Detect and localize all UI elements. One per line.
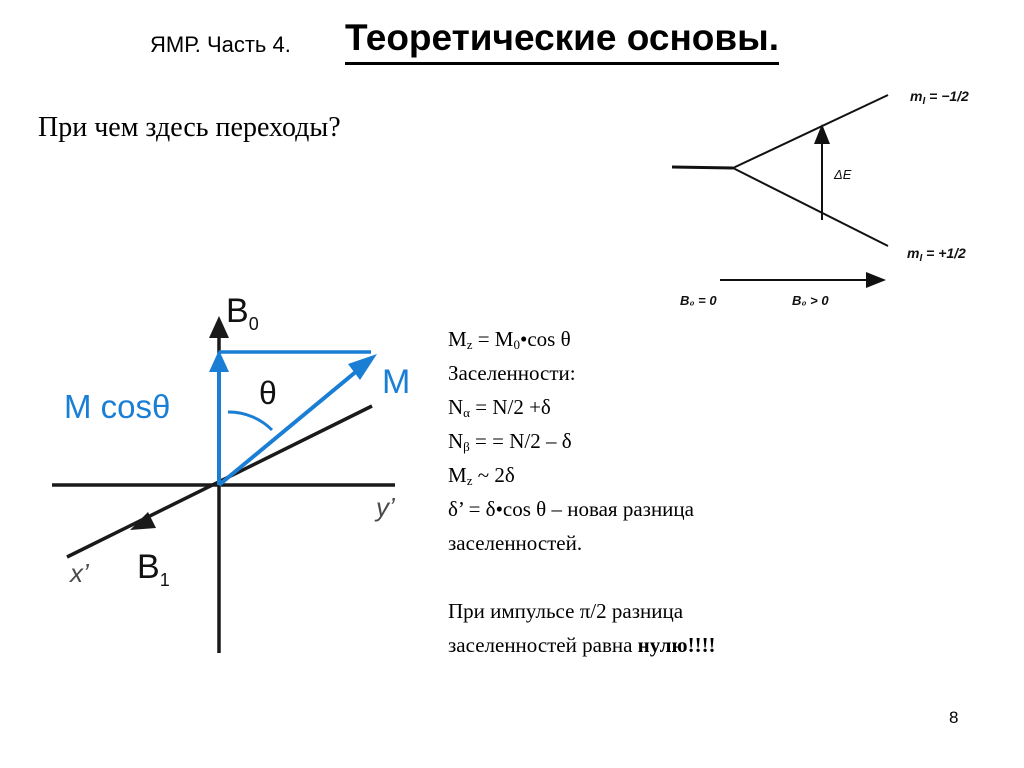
field-zero-label: B₀ = 0 xyxy=(680,293,717,308)
x-prime-label: x’ xyxy=(70,558,89,588)
lower-energy-level xyxy=(733,168,888,246)
lower-level-label: $m_I = +1/2$ xyxy=(907,245,966,264)
delta-prime-line-2: заселенностей. xyxy=(448,531,583,555)
mz-approx-equation: $M_z$ ~ 2δ xyxy=(448,463,515,488)
b0-label: $B_0$ xyxy=(226,292,259,334)
m-cos-theta-label: M cosθ xyxy=(64,388,171,425)
vector-diagram xyxy=(52,292,410,653)
header-prefix: ЯМР. Часть 4. xyxy=(150,32,291,57)
populations-heading: Заселенности: xyxy=(448,361,576,385)
blank-line xyxy=(448,560,716,594)
n-alpha-equation: $N_\alpha = N/2 +\delta$ xyxy=(448,395,551,420)
n-beta-equation: $N_\beta$ = = N/2 – δ xyxy=(448,429,572,454)
upper-level-label: $m_I = -1/2$ xyxy=(910,88,969,107)
field-positive-label: B₀ > 0 xyxy=(792,293,829,308)
zero-field-level xyxy=(672,167,733,168)
theta-label: θ xyxy=(259,375,277,411)
b1-label: $B_1$ xyxy=(137,548,170,590)
pulse-line-2: заселенностей равна нулю!!!! xyxy=(448,633,716,657)
question-text: При чем здесь переходы? xyxy=(38,112,341,143)
upper-energy-level xyxy=(733,95,888,168)
slide-title: Теоретические основы. xyxy=(345,16,779,65)
m-vector-label: M xyxy=(382,363,411,401)
energy-level-diagram xyxy=(672,88,969,308)
theta-angle-arc xyxy=(228,412,272,430)
explanation-text xyxy=(448,322,716,662)
magnetization-vector xyxy=(219,370,358,485)
delta-prime-line: δ’ = δ•cos θ – новая разница xyxy=(448,497,694,521)
y-prime-label: y’ xyxy=(376,492,395,522)
energy-gap-label: ΔE xyxy=(834,167,852,182)
slide-number: 8 xyxy=(949,708,959,727)
mz-equation: $M_z$ = $M_0•\cos$ θ xyxy=(448,327,571,352)
pulse-line: При импульсе π/2 разница xyxy=(448,599,684,623)
zero-emphasis: нулю!!!! xyxy=(637,633,716,657)
